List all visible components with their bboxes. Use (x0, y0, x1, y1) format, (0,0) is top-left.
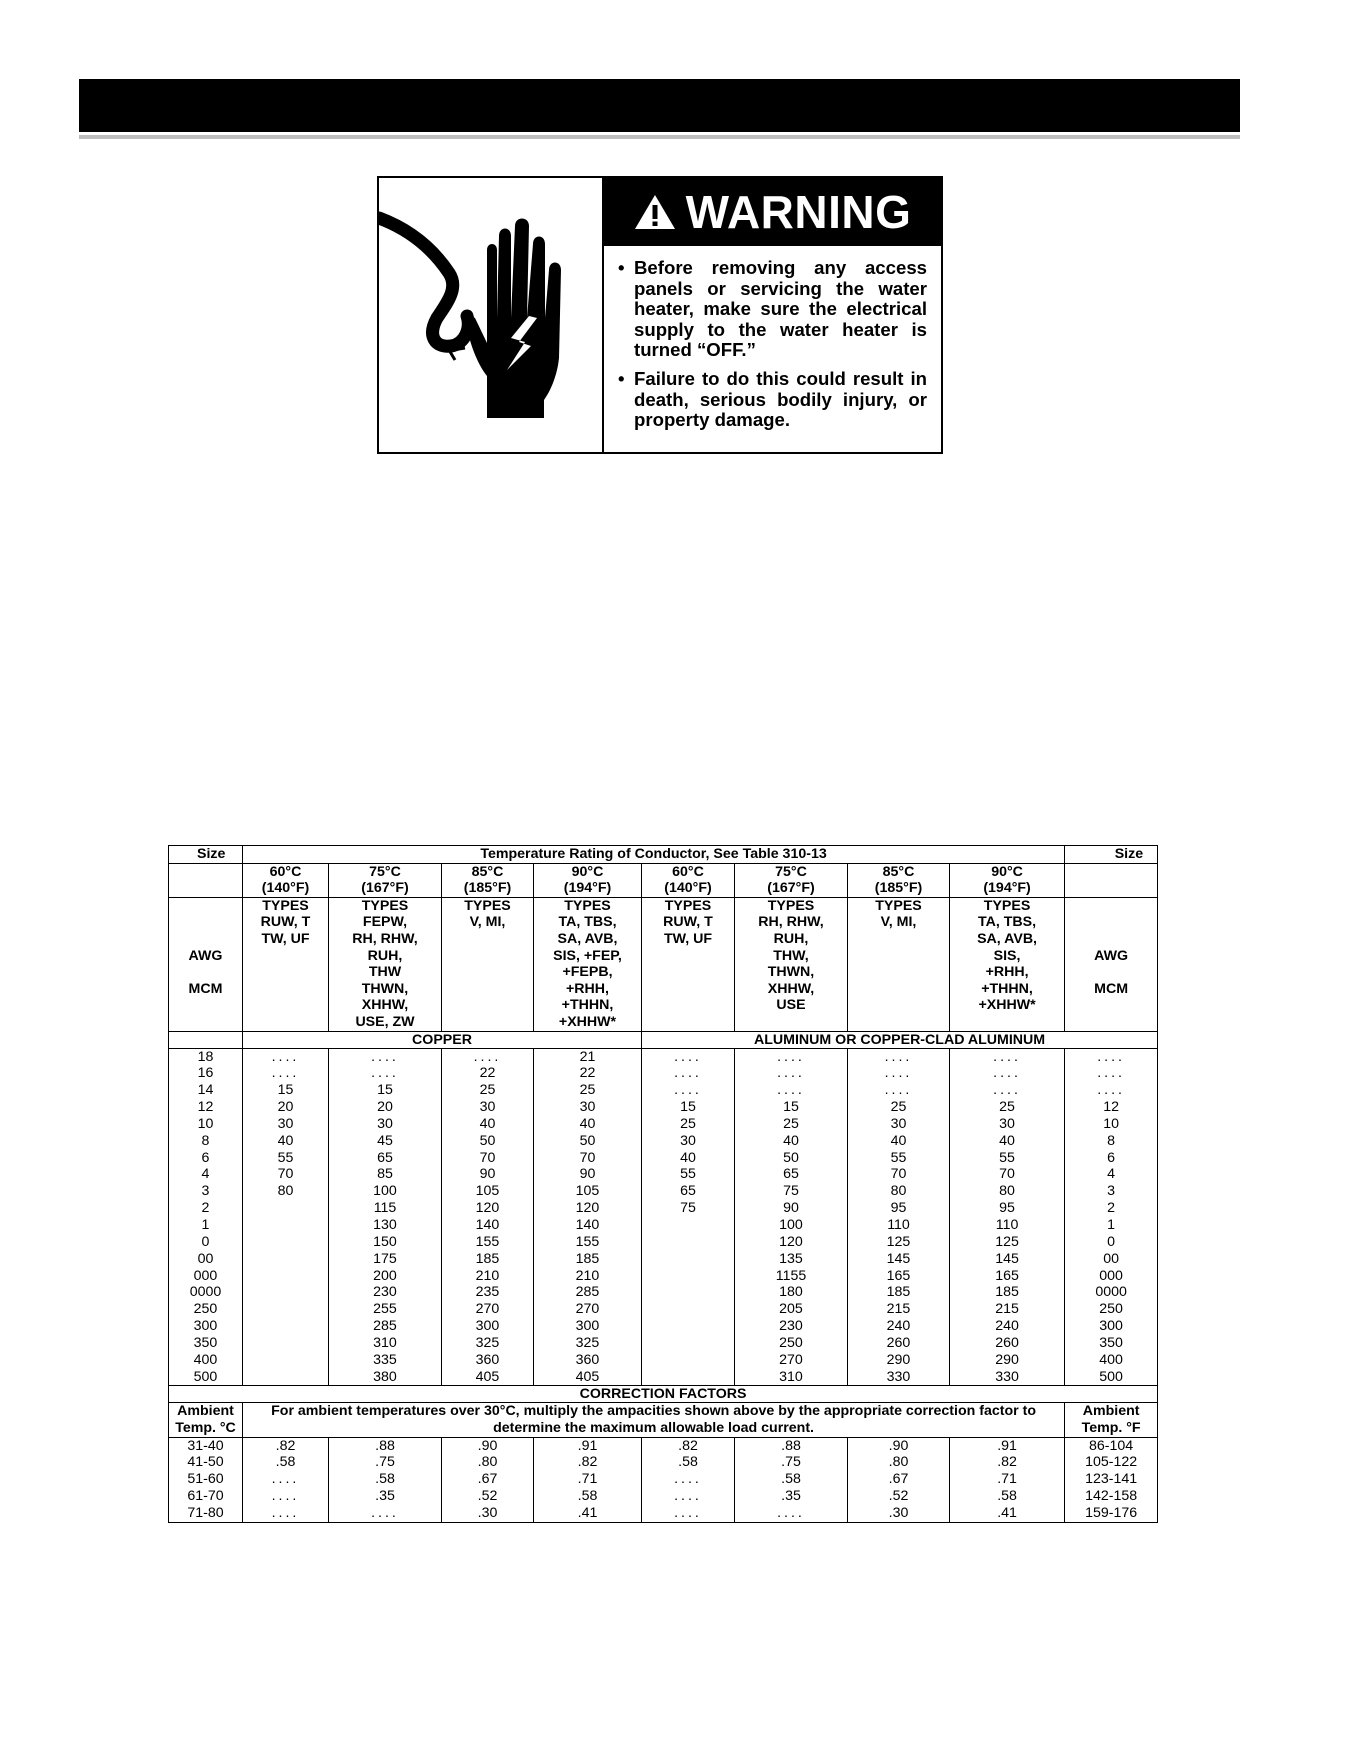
conductor-types: TYPES FEPW, RH, RHW, RUH, THW THWN, XHHW, USE, ZW (329, 897, 442, 1031)
ampacity-cell: .... (642, 1065, 735, 1082)
ampacity-cell: .... (243, 1048, 329, 1065)
ampacity-cell (642, 1251, 735, 1268)
ampacity-table (168, 845, 1158, 1523)
ampacity-cell: 50 (735, 1150, 848, 1167)
temperature-header: 75°C (167°F) (329, 863, 442, 897)
correction-factor-cell: .58 (329, 1471, 442, 1488)
ampacity-cell: 165 (950, 1268, 1065, 1285)
size-cell: 500 (1065, 1369, 1158, 1386)
ampacity-cell: 40 (848, 1133, 950, 1150)
correction-factor-cell: .90 (442, 1437, 534, 1454)
ampacity-cell: 95 (950, 1200, 1065, 1217)
correction-factor-cell: .80 (848, 1454, 950, 1471)
ampacity-cell: 70 (534, 1150, 642, 1167)
conductor-types: TYPES TA, TBS, SA, AVB, SIS, +FEP, +FEPB, +RHH, +THHN, +XHHW* (534, 897, 642, 1031)
ampacity-cell (642, 1352, 735, 1369)
correction-factor-cell: .88 (735, 1437, 848, 1454)
size-cell: 3 (169, 1183, 243, 1200)
correction-factor-cell: .75 (329, 1454, 442, 1471)
ampacity-cell: 185 (442, 1251, 534, 1268)
ambient-temp-cell: 142-158 (1065, 1488, 1158, 1505)
blank-cell (1065, 863, 1158, 897)
ampacity-cell: 230 (329, 1284, 442, 1301)
ampacity-cell (642, 1369, 735, 1386)
ampacity-cell: 165 (848, 1268, 950, 1285)
ampacity-cell (243, 1200, 329, 1217)
blank-cell (169, 1031, 243, 1048)
ampacity-cell: 80 (243, 1183, 329, 1200)
ampacity-cell (642, 1335, 735, 1352)
ampacity-cell: 240 (950, 1318, 1065, 1335)
ampacity-cell: 80 (848, 1183, 950, 1200)
ampacity-cell: 205 (735, 1301, 848, 1318)
ampacity-cell: 270 (442, 1301, 534, 1318)
ambient-temp-cell: 51-60 (169, 1471, 243, 1488)
ampacity-cell: 120 (534, 1200, 642, 1217)
ampacity-cell: 90 (442, 1166, 534, 1183)
ampacity-cell (243, 1369, 329, 1386)
correction-factor-cell: .67 (442, 1471, 534, 1488)
ampacity-cell: 285 (329, 1318, 442, 1335)
ampacity-cell: 15 (329, 1082, 442, 1099)
ampacity-cell: 25 (442, 1082, 534, 1099)
ampacity-cell (243, 1352, 329, 1369)
size-cell: 4 (169, 1166, 243, 1183)
size-cell: .... (1065, 1048, 1158, 1065)
size-cell: 10 (1065, 1116, 1158, 1133)
ampacity-cell: 155 (442, 1234, 534, 1251)
conductor-types: TYPES V, MI, (442, 897, 534, 1031)
ampacity-cell: 70 (950, 1166, 1065, 1183)
electrical-shock-hand-icon (379, 178, 604, 452)
correction-factor-cell: .91 (534, 1437, 642, 1454)
size-cell: 6 (1065, 1150, 1158, 1167)
ampacity-cell: 55 (243, 1150, 329, 1167)
ampacity-cell: 360 (534, 1352, 642, 1369)
temperature-header: 60°C (140°F) (243, 863, 329, 897)
ampacity-cell: 30 (243, 1116, 329, 1133)
ampacity-cell: .... (329, 1048, 442, 1065)
ampacity-cell: 210 (534, 1268, 642, 1285)
temperature-header: 90°C (194°F) (534, 863, 642, 897)
ampacity-cell (243, 1335, 329, 1352)
ampacity-cell: .... (642, 1082, 735, 1099)
correction-factor-cell: .... (243, 1505, 329, 1522)
warning-title-text: WARNING (685, 186, 912, 238)
ampacity-cell: 120 (442, 1200, 534, 1217)
ampacity-cell: 95 (848, 1200, 950, 1217)
conductor-types: TYPES V, MI, (848, 897, 950, 1031)
size-header: Size (1065, 846, 1158, 864)
ampacity-cell: 125 (950, 1234, 1065, 1251)
ampacity-cell: 30 (642, 1133, 735, 1150)
size-cell: 300 (1065, 1318, 1158, 1335)
correction-factor-cell: .82 (534, 1454, 642, 1471)
size-cell: 12 (1065, 1099, 1158, 1116)
ampacity-cell: 40 (950, 1133, 1065, 1150)
ampacity-cell: 250 (735, 1335, 848, 1352)
size-cell: 1 (169, 1217, 243, 1234)
ampacity-cell: 65 (642, 1183, 735, 1200)
ampacity-cell: 40 (243, 1133, 329, 1150)
size-cell: 00 (1065, 1251, 1158, 1268)
ampacity-cell: 85 (329, 1166, 442, 1183)
ambient-temp-cell: 61-70 (169, 1488, 243, 1505)
ampacity-cell: 310 (329, 1335, 442, 1352)
ampacity-cell: 140 (534, 1217, 642, 1234)
size-cell: 000 (169, 1268, 243, 1285)
ambient-temp-cell: 86-104 (1065, 1437, 1158, 1454)
correction-factor-cell: .67 (848, 1471, 950, 1488)
ampacity-cell: 105 (534, 1183, 642, 1200)
conductor-types: TYPES RH, RHW, RUH, THW, THWN, XHHW, USE (735, 897, 848, 1031)
correction-factor-cell: .91 (950, 1437, 1065, 1454)
ampacity-cell (642, 1217, 735, 1234)
ampacity-cell: .... (848, 1082, 950, 1099)
correction-factor-cell: .... (642, 1471, 735, 1488)
ampacity-cell: 20 (329, 1099, 442, 1116)
ampacity-cell: 105 (442, 1183, 534, 1200)
ampacity-cell: 155 (534, 1234, 642, 1251)
ampacity-cell: 300 (442, 1318, 534, 1335)
awg-mcm-label: AWG MCM (1065, 897, 1158, 1031)
ampacity-cell: 1155 (735, 1268, 848, 1285)
ampacity-cell: 110 (950, 1217, 1065, 1234)
ampacity-cell (642, 1268, 735, 1285)
ampacity-cell: 90 (735, 1200, 848, 1217)
ampacity-cell: .... (735, 1048, 848, 1065)
ampacity-cell: 380 (329, 1369, 442, 1386)
size-cell: 12 (169, 1099, 243, 1116)
ampacity-cell (243, 1251, 329, 1268)
ampacity-cell: 75 (735, 1183, 848, 1200)
ampacity-cell: 100 (329, 1183, 442, 1200)
correction-factor-cell: .... (642, 1488, 735, 1505)
ampacity-cell: 135 (735, 1251, 848, 1268)
correction-factor-cell: .71 (950, 1471, 1065, 1488)
correction-factor-cell: .58 (735, 1471, 848, 1488)
ampacity-cell: .... (735, 1065, 848, 1082)
correction-factor-cell: .82 (950, 1454, 1065, 1471)
ampacity-cell: 25 (848, 1099, 950, 1116)
ampacity-cell: 40 (442, 1116, 534, 1133)
ampacity-cell: 15 (735, 1099, 848, 1116)
correction-factor-cell: .... (329, 1505, 442, 1522)
correction-factor-cell: .58 (950, 1488, 1065, 1505)
copper-section-label: COPPER (243, 1031, 642, 1048)
size-cell: 0 (1065, 1234, 1158, 1251)
conductor-types: TYPES RUW, T TW, UF (642, 897, 735, 1031)
ambient-temp-cell: 31-40 (169, 1437, 243, 1454)
ambient-temp-c-label: Ambient Temp. °C (169, 1403, 243, 1437)
temperature-rating-header: Temperature Rating of Conductor, See Table 310-13 (243, 846, 1065, 864)
ampacity-cell: 130 (329, 1217, 442, 1234)
ampacity-cell: 65 (735, 1166, 848, 1183)
size-cell: 350 (169, 1335, 243, 1352)
ampacity-cell: 325 (534, 1335, 642, 1352)
ampacity-cell: 215 (848, 1301, 950, 1318)
size-cell: 500 (169, 1369, 243, 1386)
size-cell: 4 (1065, 1166, 1158, 1183)
ampacity-cell: 40 (534, 1116, 642, 1133)
correction-factor-cell: .41 (534, 1505, 642, 1522)
ampacity-cell: 125 (848, 1234, 950, 1251)
ampacity-cell: 22 (534, 1065, 642, 1082)
ampacity-cell: 285 (534, 1284, 642, 1301)
ampacity-cell: 240 (848, 1318, 950, 1335)
ampacity-cell: 330 (950, 1369, 1065, 1386)
size-header: Size (169, 846, 243, 864)
ampacity-cell: .... (442, 1048, 534, 1065)
ampacity-cell: .... (243, 1065, 329, 1082)
ampacity-cell: .... (642, 1048, 735, 1065)
size-cell: 350 (1065, 1335, 1158, 1352)
ambient-temp-cell: 41-50 (169, 1454, 243, 1471)
correction-factor-cell: .30 (442, 1505, 534, 1522)
ampacity-cell: 30 (950, 1116, 1065, 1133)
conductor-types: TYPES RUW, T TW, UF (243, 897, 329, 1031)
ampacity-cell: 30 (534, 1099, 642, 1116)
ampacity-cell: 140 (442, 1217, 534, 1234)
size-cell: 14 (169, 1082, 243, 1099)
temperature-header: 75°C (167°F) (735, 863, 848, 897)
ampacity-cell: 360 (442, 1352, 534, 1369)
ampacity-cell: 15 (642, 1099, 735, 1116)
ampacity-cell: 235 (442, 1284, 534, 1301)
ampacity-cell: 120 (735, 1234, 848, 1251)
ampacity-cell: 40 (642, 1150, 735, 1167)
correction-factor-cell: .... (243, 1471, 329, 1488)
warning-label (377, 176, 943, 454)
correction-factor-cell: .58 (642, 1454, 735, 1471)
ampacity-cell (642, 1318, 735, 1335)
ampacity-cell: 180 (735, 1284, 848, 1301)
size-cell: 00 (169, 1251, 243, 1268)
ambient-temp-f-label: Ambient Temp. °F (1065, 1403, 1158, 1437)
ampacity-cell: .... (950, 1065, 1065, 1082)
ampacity-cell (642, 1284, 735, 1301)
warning-list (604, 246, 941, 439)
ampacity-cell: 70 (442, 1150, 534, 1167)
ampacity-cell: 30 (442, 1099, 534, 1116)
correction-factor-cell: .58 (243, 1454, 329, 1471)
alert-triangle-icon (634, 194, 676, 230)
ambient-temp-cell: 105-122 (1065, 1454, 1158, 1471)
warning-bullet: • Failure to do this could result in death, serious bodily injury, or property damage. (618, 369, 927, 431)
ampacity-cell: 70 (848, 1166, 950, 1183)
size-cell: 2 (1065, 1200, 1158, 1217)
warning-text-panel (604, 178, 941, 452)
correction-factor-cell: .90 (848, 1437, 950, 1454)
size-cell: 8 (1065, 1133, 1158, 1150)
correction-factor-cell: .80 (442, 1454, 534, 1471)
ampacity-cell: 100 (735, 1217, 848, 1234)
ampacity-cell: 255 (329, 1301, 442, 1318)
ampacity-cell: .... (848, 1065, 950, 1082)
correction-factor-cell: .52 (848, 1488, 950, 1505)
temperature-header: 85°C (185°F) (848, 863, 950, 897)
ambient-temp-cell: 159-176 (1065, 1505, 1158, 1522)
ampacity-cell: 405 (534, 1369, 642, 1386)
size-cell: 0000 (169, 1284, 243, 1301)
warning-bullet: • Before removing any access panels or servicing the water heater, make sure the electrical supply to the water heater is turned “OFF.” (618, 258, 927, 361)
ampacity-cell: 25 (950, 1099, 1065, 1116)
size-cell: 400 (1065, 1352, 1158, 1369)
size-cell: 1 (1065, 1217, 1158, 1234)
ampacity-cell: 145 (848, 1251, 950, 1268)
size-cell: 10 (169, 1116, 243, 1133)
warning-title (604, 178, 941, 246)
size-cell: .... (1065, 1082, 1158, 1099)
ampacity-cell (642, 1301, 735, 1318)
ampacity-cell: 70 (243, 1166, 329, 1183)
ampacity-cell (642, 1234, 735, 1251)
ampacity-cell: 270 (735, 1352, 848, 1369)
awg-mcm-label: AWG MCM (169, 897, 243, 1031)
size-cell: 0000 (1065, 1284, 1158, 1301)
correction-factor-cell: .58 (534, 1488, 642, 1505)
size-cell: 000 (1065, 1268, 1158, 1285)
ampacity-cell: 22 (442, 1065, 534, 1082)
ampacity-cell: 185 (950, 1284, 1065, 1301)
ampacity-cell: 110 (848, 1217, 950, 1234)
correction-factor-cell: .... (735, 1505, 848, 1522)
temperature-header: 90°C (194°F) (950, 863, 1065, 897)
ampacity-cell: 15 (243, 1082, 329, 1099)
ampacity-cell: .... (950, 1048, 1065, 1065)
ampacity-cell (243, 1284, 329, 1301)
temperature-header: 85°C (185°F) (442, 863, 534, 897)
ampacity-cell: 215 (950, 1301, 1065, 1318)
correction-factor-cell: .30 (848, 1505, 950, 1522)
size-cell: 400 (169, 1352, 243, 1369)
correction-factor-cell: .... (243, 1488, 329, 1505)
correction-note: For ambient temperatures over 30°C, multiply the ampacities shown above by the appropriate correction factor to determine the maximum allowable load current. (243, 1403, 1065, 1437)
ampacity-cell: 25 (735, 1116, 848, 1133)
ampacity-cell: 290 (848, 1352, 950, 1369)
ampacity-cell: 200 (329, 1268, 442, 1285)
ampacity-cell: 55 (950, 1150, 1065, 1167)
ampacity-cell: 25 (642, 1116, 735, 1133)
ampacity-cell: 30 (848, 1116, 950, 1133)
size-cell: 300 (169, 1318, 243, 1335)
ampacity-cell (243, 1318, 329, 1335)
ampacity-cell (243, 1268, 329, 1285)
aluminum-section-label: ALUMINUM OR COPPER-CLAD ALUMINUM (642, 1031, 1158, 1048)
ampacity-cell: 230 (735, 1318, 848, 1335)
ampacity-cell: 50 (534, 1133, 642, 1150)
ampacity-cell (243, 1217, 329, 1234)
correction-factor-cell: .... (642, 1505, 735, 1522)
ampacity-cell: 310 (735, 1369, 848, 1386)
header-bar (79, 79, 1240, 132)
size-cell: 3 (1065, 1183, 1158, 1200)
ampacity-cell: .... (735, 1082, 848, 1099)
ampacity-cell (243, 1301, 329, 1318)
ambient-temp-cell: 71-80 (169, 1505, 243, 1522)
size-cell: 2 (169, 1200, 243, 1217)
ampacity-cell: 30 (329, 1116, 442, 1133)
correction-factor-cell: .71 (534, 1471, 642, 1488)
correction-factor-cell: .41 (950, 1505, 1065, 1522)
ambient-temp-cell: 123-141 (1065, 1471, 1158, 1488)
ampacity-cell: 55 (642, 1166, 735, 1183)
ampacity-cell: 185 (534, 1251, 642, 1268)
ampacity-cell: 405 (442, 1369, 534, 1386)
ampacity-cell: 330 (848, 1369, 950, 1386)
ampacity-cell: 115 (329, 1200, 442, 1217)
ampacity-cell: 45 (329, 1133, 442, 1150)
ampacity-cell: .... (329, 1065, 442, 1082)
ampacity-cell (243, 1234, 329, 1251)
ampacity-cell: 260 (848, 1335, 950, 1352)
ampacity-cell: 80 (950, 1183, 1065, 1200)
ampacity-cell: 75 (642, 1200, 735, 1217)
size-cell: 8 (169, 1133, 243, 1150)
ampacity-cell: 50 (442, 1133, 534, 1150)
correction-factor-cell: .35 (735, 1488, 848, 1505)
ampacity-cell: 145 (950, 1251, 1065, 1268)
correction-factor-cell: .82 (642, 1437, 735, 1454)
size-cell: 250 (169, 1301, 243, 1318)
ampacity-cell: 290 (950, 1352, 1065, 1369)
ampacity-cell: .... (848, 1048, 950, 1065)
ampacity-cell: 90 (534, 1166, 642, 1183)
correction-factor-cell: .35 (329, 1488, 442, 1505)
ampacity-cell: 270 (534, 1301, 642, 1318)
ampacity-cell: 40 (735, 1133, 848, 1150)
ampacity-cell: 260 (950, 1335, 1065, 1352)
correction-factor-cell: .52 (442, 1488, 534, 1505)
size-cell: 0 (169, 1234, 243, 1251)
correction-factor-cell: .88 (329, 1437, 442, 1454)
ampacity-cell: 335 (329, 1352, 442, 1369)
conductor-types: TYPES TA, TBS, SA, AVB, SIS, +RHH, +THHN, +XHHW* (950, 897, 1065, 1031)
correction-factors-title: CORRECTION FACTORS (169, 1386, 1158, 1403)
ampacity-cell: 210 (442, 1268, 534, 1285)
ampacity-cell: 150 (329, 1234, 442, 1251)
size-cell: .... (1065, 1065, 1158, 1082)
temperature-header: 60°C (140°F) (642, 863, 735, 897)
correction-factor-cell: .75 (735, 1454, 848, 1471)
ampacity-cell: 65 (329, 1150, 442, 1167)
ampacity-cell: 21 (534, 1048, 642, 1065)
ampacity-cell: .... (950, 1082, 1065, 1099)
size-cell: 18 (169, 1048, 243, 1065)
ampacity-cell: 325 (442, 1335, 534, 1352)
correction-factor-cell: .82 (243, 1437, 329, 1454)
ampacity-cell: 185 (848, 1284, 950, 1301)
header-rule (79, 135, 1240, 139)
ampacity-cell: 300 (534, 1318, 642, 1335)
ampacity-cell: 55 (848, 1150, 950, 1167)
ampacity-cell: 20 (243, 1099, 329, 1116)
size-cell: 250 (1065, 1301, 1158, 1318)
size-cell: 6 (169, 1150, 243, 1167)
size-cell: 16 (169, 1065, 243, 1082)
blank-cell (169, 863, 243, 897)
ampacity-cell: 175 (329, 1251, 442, 1268)
ampacity-cell: 25 (534, 1082, 642, 1099)
